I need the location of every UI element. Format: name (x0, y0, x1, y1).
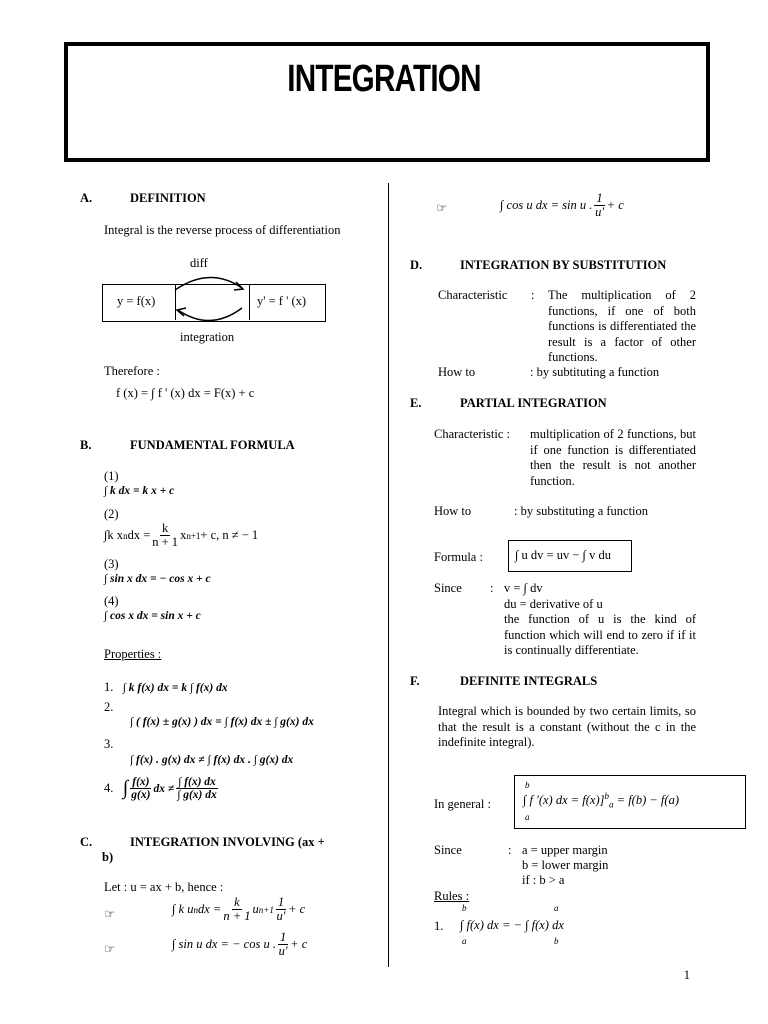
formula-3-number: (3) (104, 557, 119, 571)
partial-formula-box: ∫ u dv = uv − ∫ v du (508, 540, 632, 572)
formula-c3: ∫ cos u dx = sin u . $\frac{1}{u'}$ + c (500, 191, 624, 220)
properties-heading: Properties : (104, 647, 162, 661)
since-line-1: v = ∫ dv (504, 581, 543, 595)
since-colon: : (490, 581, 494, 595)
property-1: 1. ∫ k f(x) dx = k ∫ f(x) dx (104, 680, 228, 694)
page-title: INTEGRATION (287, 58, 481, 100)
general-formula-box: b a ∫ f '(x) dx = f(x)]$^b_a$ = f(b) − f(a) (514, 775, 746, 829)
since-f-line-3: if : b > a (522, 873, 565, 887)
in-general-label: In general : (434, 797, 491, 811)
section-d-colon: : (531, 288, 535, 302)
property-4: 4. ∫ $\frac{f(x)}{g(x)}$ dx ≠ $\frac{\int f(x) dx}{\int g(x) dx}$ (104, 776, 217, 802)
section-c-heading: C. INTEGRATION INVOLVING (ax + b) (80, 835, 325, 864)
formula-label: Formula : (434, 550, 483, 564)
section-d-heading: D. INTEGRATION BY SUBSTITUTION (410, 258, 667, 272)
section-a-heading: A. DEFINITION (80, 191, 206, 205)
property-2: ∫ ( f(x) ± g(x) ) dx = ∫ f(x) dx ± ∫ g(x) dx (130, 716, 314, 728)
diagram-right-label: y' = f ' (x) (257, 294, 307, 308)
rules-heading: Rules : (434, 889, 470, 903)
diagram-left-label: y = f(x) (117, 294, 156, 308)
section-d-how-label: How to (438, 365, 476, 379)
since-colon-f: : (508, 843, 512, 857)
section-a-intro: Integral is the reverse process of differentiation (104, 223, 341, 237)
formula-4: ∫ cos x dx = sin x + c (104, 610, 201, 622)
section-d-char-label: Characteristic (438, 288, 508, 302)
section-e-char-text: multiplication of 2 functions, but if one function is differentiated then the result is not another function. (530, 427, 696, 488)
bullet-icon: ☞ (436, 201, 448, 215)
formula-2: ∫k x n dx = $\frac{k}{n + 1}$ x n+1 + c, n ≠ − 1 (104, 521, 259, 550)
section-c-let: Let : u = ax + b, hence : (104, 880, 224, 894)
formula-1-number: (1) (104, 469, 119, 483)
since-line-2: du = derivative of u (504, 597, 603, 611)
section-e-how-text: : by substituting a function (514, 504, 649, 518)
section-f-heading: F. DEFINITE INTEGRALS (410, 674, 598, 688)
formula-3: ∫ sin x dx = − cos x + c (104, 573, 211, 585)
formula-c1: ∫ k u n dx = $\frac{k}{n + 1}$ u n+1 $\frac{1}{u'}$ + c (172, 895, 306, 924)
section-d-char-text: The multiplication of 2 functions, if one of both functions is differentiated the result is a factor of other functions. (548, 288, 696, 364)
rule-1: b a a b ∫ f(x) dx = − ∫ f(x) dx (460, 903, 564, 946)
formula-1: ∫ k dx = k x + c (104, 485, 175, 497)
property-3-number: 3. (104, 737, 114, 751)
therefore-label: Therefore : (104, 364, 160, 378)
since-label-f: Since (434, 843, 462, 857)
section-b-heading: B. FUNDAMENTAL FORMULA (80, 438, 295, 452)
property-2-number: 2. (104, 700, 114, 714)
section-e-heading: E. PARTIAL INTEGRATION (410, 396, 607, 410)
formula-4-number: (4) (104, 594, 119, 608)
page-number: 1 (683, 968, 690, 982)
rule-1-number: 1. (434, 919, 444, 933)
since-f-line-2: b = lower margin (522, 858, 609, 872)
bullet-icon: ☞ (104, 907, 116, 921)
section-e-how-label: How to (434, 504, 472, 518)
section-e-char-label: Characteristic : (434, 427, 511, 441)
diagram-integration-label: integration (180, 330, 235, 344)
bullet-icon: ☞ (104, 942, 116, 956)
diagram-diff-label: diff (190, 256, 208, 270)
definition-formula: f (x) = ∫ f ' (x) dx = F(x) + c (116, 386, 255, 400)
formula-2-number: (2) (104, 507, 119, 521)
section-d-how-text: : by subtituting a function (530, 365, 660, 379)
property-3: ∫ f(x) . g(x) dx ≠ ∫ f(x) dx . ∫ g(x) dx (130, 754, 294, 766)
since-line-3: the function of u is the kind of function which will end to zero if if it is continually differentiate. (504, 612, 696, 657)
since-f-line-1: a = upper margin (522, 843, 608, 857)
formula-c2: ∫ sin u dx = − cos u . $\frac{1}{u'}$ + c (172, 930, 308, 959)
since-label: Since (434, 581, 462, 595)
diagram-arrows (170, 268, 250, 330)
section-f-intro: Integral which is bounded by two certain limits, so that the result is a constant (without the c in the indefinite integral). (438, 704, 696, 749)
column-divider (388, 183, 389, 967)
